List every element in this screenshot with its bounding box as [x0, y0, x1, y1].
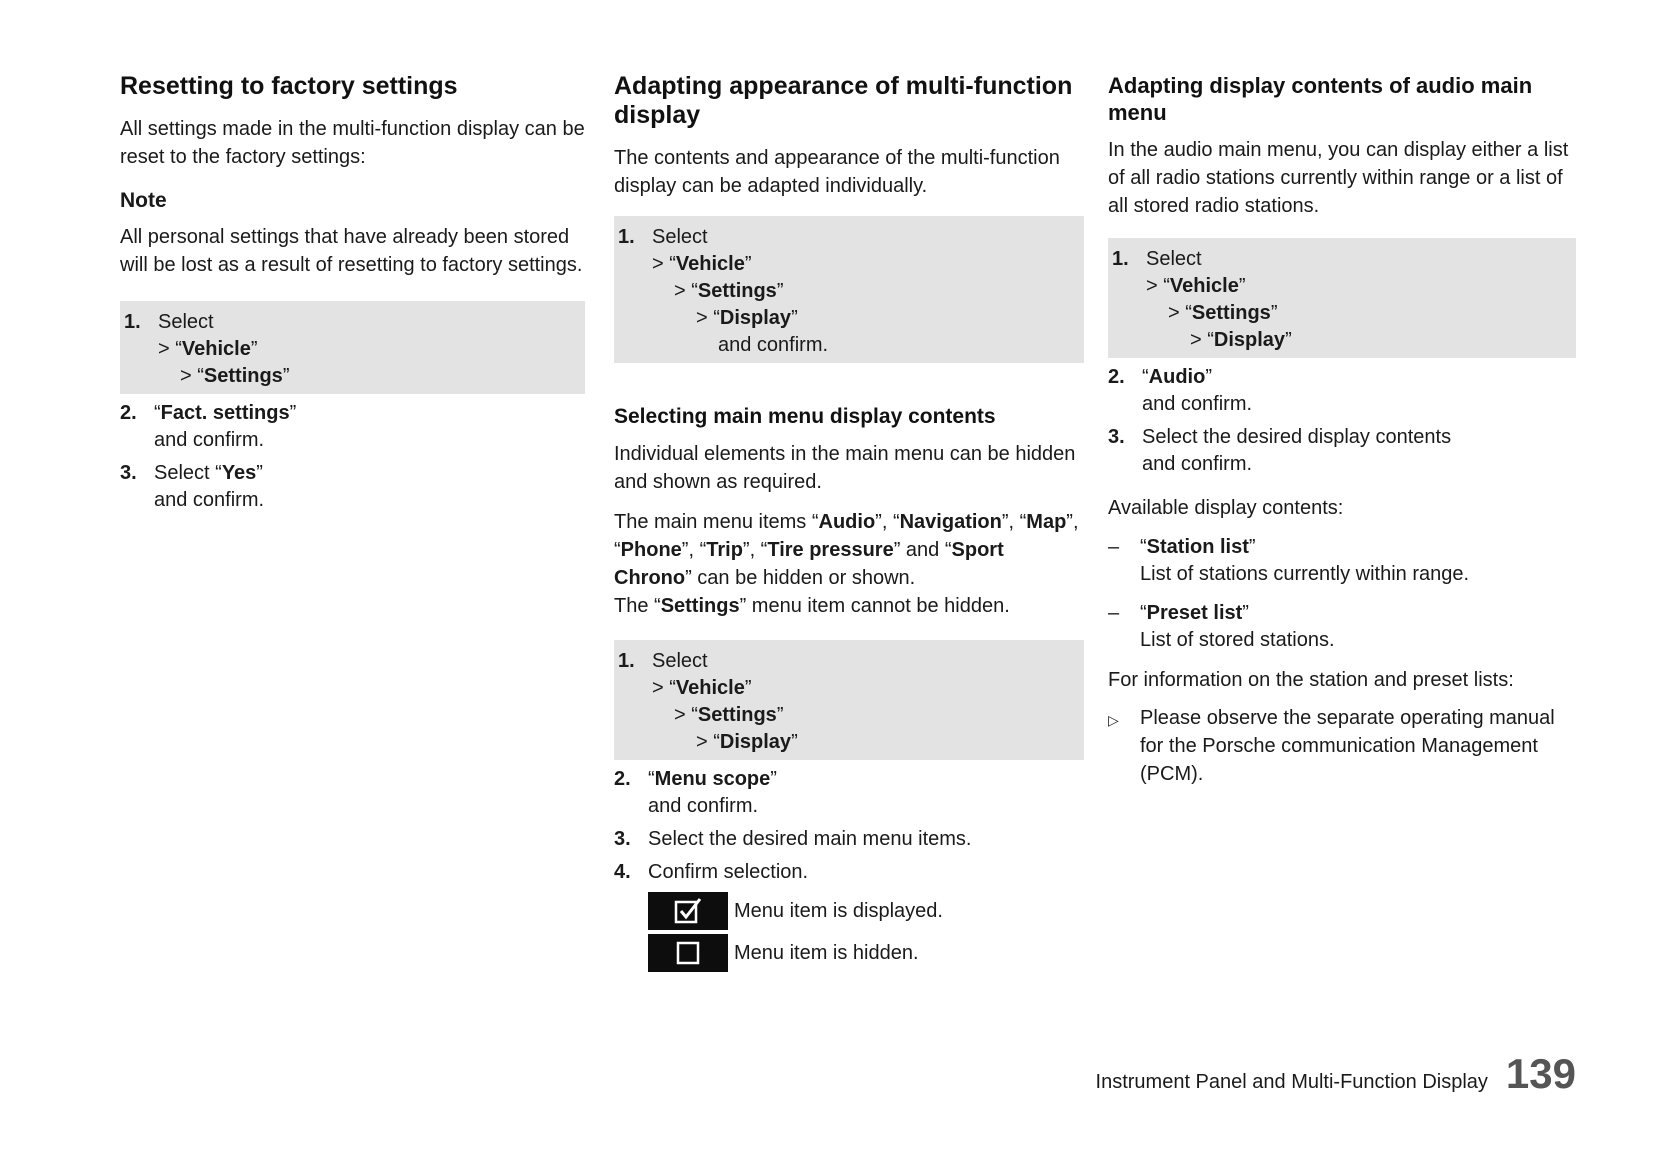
path-prefix: > “ [674, 280, 698, 302]
quote-close: ” [1248, 536, 1256, 558]
menu-name: Vehicle [675, 677, 745, 699]
column-factory-reset [120, 72, 585, 520]
menu-name: Tire pressure [767, 539, 894, 561]
path-prefix: > “ [1146, 275, 1170, 297]
empty-box-icon [648, 934, 728, 972]
path-prefix: > “ [696, 307, 720, 329]
text-run: ”, “ [681, 539, 707, 561]
menu-name: Sport Chrono [614, 539, 1004, 589]
menu-name: Vehicle [675, 253, 745, 275]
confirm-text: and confirm. [154, 429, 265, 451]
step-1 [1112, 246, 1572, 354]
text-run: ”, “ [742, 539, 768, 561]
path-suffix: ” [250, 338, 258, 360]
path-prefix: > “ [652, 677, 676, 699]
step-2 [614, 766, 1084, 820]
menu-path-vehicle [158, 336, 581, 363]
menu-name: Settings [697, 704, 777, 726]
step-number: 3. [614, 828, 631, 850]
step-text: Select the desired display contents [1142, 426, 1452, 448]
info-paragraph: For information on the station and preset lists: [1108, 669, 1514, 691]
step-text: Select [1146, 248, 1202, 270]
menu-path-settings [158, 363, 581, 390]
text-run: The “ [614, 595, 661, 617]
menu-path-vehicle [1146, 273, 1572, 300]
step-box [614, 640, 1084, 760]
quote-close: ” [256, 462, 263, 484]
quote-close: ” [770, 768, 777, 790]
path-suffix: ” [1285, 329, 1292, 351]
step-text: Confirm selection. [648, 861, 809, 883]
subsection-title: Selecting main menu display contents [614, 405, 996, 428]
menu-name: Navigation [899, 511, 1002, 533]
legend-hidden [648, 934, 1084, 972]
menu-path-display [652, 305, 1080, 332]
menu-name: Settings [660, 595, 740, 617]
step-box [120, 301, 585, 394]
option-description: List of stations currently within range. [1140, 563, 1470, 585]
available-label: Available display contents: [1108, 497, 1344, 519]
path-suffix: ” [791, 307, 798, 329]
step-1 [618, 648, 1080, 756]
step-number: 2. [120, 402, 137, 424]
text-run: ”, “ [875, 511, 900, 533]
quote-close: ” [1242, 602, 1249, 624]
step-text: Select [158, 311, 214, 333]
path-prefix: > “ [696, 731, 720, 753]
legend-text: Menu item is displayed. [734, 899, 943, 922]
confirm-text: and confirm. [648, 795, 759, 817]
step-2 [120, 400, 585, 454]
intro-paragraph: The contents and appearance of the multi-function display can be adapted individually. [614, 147, 1060, 197]
checked-box-icon [648, 892, 728, 930]
menu-name: Menu scope [654, 768, 771, 790]
quote-open: “ [154, 402, 161, 424]
path-prefix: > “ [180, 365, 204, 387]
step-text [154, 400, 585, 427]
step-text [1142, 364, 1576, 391]
menu-name: Settings [697, 280, 777, 302]
reference-text: Please observe the separate operating manual for the Porsche communication Management (PCM). [1140, 707, 1555, 785]
path-suffix: ” [791, 731, 798, 753]
menu-name: Settings [203, 365, 283, 387]
menu-name: Audio [818, 511, 876, 533]
step-text: Select the desired main menu items. [648, 828, 972, 850]
step-number: 1. [1112, 248, 1129, 270]
menu-name: Phone [620, 539, 682, 561]
step-3 [614, 826, 1084, 853]
option-name: Station list [1146, 536, 1249, 558]
chapter-title: Instrument Panel and Multi-Function Display [1095, 1071, 1488, 1093]
column-display-appearance [614, 72, 1084, 976]
step-text: Select [652, 650, 708, 672]
legend-displayed [648, 892, 1084, 930]
menu-path-vehicle [652, 251, 1080, 278]
menu-name: Vehicle [1169, 275, 1239, 297]
note-label: Note [120, 189, 167, 212]
page-number: 139 [1505, 1050, 1576, 1097]
step-number: 2. [614, 768, 631, 790]
path-suffix: ” [744, 253, 752, 275]
option-name: Preset list [1146, 602, 1243, 624]
step-number: 4. [614, 861, 631, 883]
option-station-list [1108, 534, 1576, 588]
menu-name: Display [719, 307, 792, 329]
option-preset-list [1108, 600, 1576, 654]
menu-name: Audio [1148, 366, 1206, 388]
column-audio-menu [1108, 72, 1576, 788]
path-prefix: > “ [674, 704, 698, 726]
legend-text: Menu item is hidden. [734, 941, 919, 964]
text-prefix: Select “ [154, 462, 222, 484]
menu-path-settings [652, 278, 1080, 305]
confirm-text: and confirm. [154, 489, 265, 511]
step-1 [618, 224, 1080, 359]
path-suffix: ” [282, 365, 290, 387]
path-suffix: ” [1270, 302, 1278, 324]
step-number: 2. [1108, 366, 1125, 388]
step-number: 1. [618, 226, 635, 248]
reference-note [1108, 704, 1576, 788]
section-title: Adapting display contents of audio main menu [1108, 73, 1533, 125]
quote-open: “ [1140, 602, 1147, 624]
menu-path-settings [1146, 300, 1572, 327]
menu-name: Yes [221, 462, 257, 484]
step-text: Select [652, 226, 708, 248]
confirm-text: and confirm. [718, 334, 829, 356]
menu-path-settings [652, 702, 1080, 729]
confirm-text: and confirm. [1142, 393, 1253, 415]
menu-name: Vehicle [181, 338, 251, 360]
intro-paragraph: All settings made in the multi-function display can be reset to the factory settings: [120, 118, 585, 168]
menu-name: Settings [1191, 302, 1271, 324]
step-box [1108, 238, 1576, 358]
path-prefix: > “ [652, 253, 676, 275]
option-description: List of stored stations. [1140, 629, 1335, 651]
step-4 [614, 859, 1084, 886]
text-run: The main menu items “ [614, 511, 819, 533]
path-suffix: ” [776, 704, 784, 726]
sub-intro-paragraph: Individual elements in the main menu can be hidden and shown as required. [614, 443, 1076, 493]
quote-open: “ [648, 768, 655, 790]
page-footer [1096, 1050, 1576, 1098]
menu-path-display [1146, 327, 1572, 354]
quote-open: “ [1140, 536, 1147, 558]
step-3 [1108, 424, 1576, 478]
path-suffix: ” [776, 280, 784, 302]
text-run: ” can be hidden or shown. [685, 567, 916, 589]
text-run: ”, “ [1001, 511, 1027, 533]
quote-close: ” [289, 402, 297, 424]
step-number: 1. [124, 311, 141, 333]
path-suffix: ” [1238, 275, 1246, 297]
quote-open: “ [1142, 366, 1149, 388]
quote-close: ” [1205, 366, 1212, 388]
text-run: ” menu item cannot be hidden. [739, 595, 1010, 617]
dash-marker: – [1108, 536, 1120, 558]
text-run: ”, “ [614, 511, 1079, 561]
note-text: All personal settings that have already been stored will be lost as a result of resetting to factory settings. [120, 226, 583, 276]
menu-name: Trip [706, 539, 743, 561]
menu-name: Fact. settings [160, 402, 290, 424]
step-1 [124, 309, 581, 390]
section-title: Adapting appearance of multi-function display [614, 72, 1073, 129]
path-prefix: > “ [1168, 302, 1192, 324]
step-text [154, 460, 585, 487]
path-prefix: > “ [158, 338, 182, 360]
text-run: ” and “ [893, 539, 952, 561]
menu-name: Display [1213, 329, 1286, 351]
intro-paragraph: In the audio main menu, you can display either a list of all radio stations currently within range or a list of all stored radio stations. [1108, 139, 1569, 217]
step-number: 3. [1108, 426, 1125, 448]
menu-name: Map [1026, 511, 1067, 533]
confirm-text: and confirm. [1142, 453, 1253, 475]
step-number: 3. [120, 462, 137, 484]
menu-name: Display [719, 731, 792, 753]
step-2 [1108, 364, 1576, 418]
menu-items-paragraph [614, 508, 1084, 620]
dash-marker: – [1108, 602, 1120, 624]
menu-path-display [652, 729, 1080, 756]
step-number: 1. [618, 650, 635, 672]
path-prefix: > “ [1190, 329, 1214, 351]
triangle-bullet-icon: ▷ [1108, 712, 1119, 728]
step-text [648, 766, 1084, 793]
path-suffix: ” [744, 677, 752, 699]
menu-path-vehicle [652, 675, 1080, 702]
section-title: Resetting to factory settings [120, 72, 458, 100]
step-3 [120, 460, 585, 514]
step-box [614, 216, 1084, 363]
